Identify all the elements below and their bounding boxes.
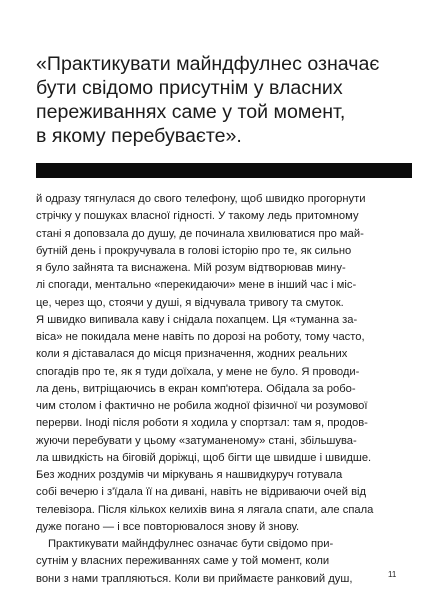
text-line: перерви. Іноді після роботи я ходила у спортзал: там я, продов-: [36, 417, 368, 430]
text-line: сутнім у власних переживаннях саме у той момент, коли: [36, 555, 330, 568]
text-line: лі спогади, ментально «перекидаючи» мене в інший час і міс-: [36, 279, 357, 292]
text-line: стані я доповзала до душу, де починала хвилюватися про май-: [36, 227, 364, 240]
text-line: віса» не покидала мене навіть по дорозі на роботу, тому часто,: [36, 331, 365, 343]
text-line: собі вечерю і з'їдала її на дивані, навіть не відриваючи очей від: [36, 486, 367, 499]
text-line: телевізора. Після кількох келихів вина я лягала спати, але спала: [36, 503, 374, 516]
body-text: [36, 191, 426, 588]
page-number: 11: [388, 570, 397, 579]
text-line: коли я діставалася до місця призначення, жодних реальних: [36, 348, 348, 361]
pull-quote: [36, 52, 416, 148]
paragraph-first-line: Практикувати майндфулнес означає бути свідомо при-: [48, 538, 334, 550]
text-line: стрічку у пошуках власної гідності. У такому ледь притомному: [36, 210, 359, 223]
text-line: Я швидко випивала каву і снідала похапцем. Ця «туманна за-: [36, 313, 358, 326]
text-line: це, через що, стоячи у душі, я відчувала тривогу та смуток.: [36, 296, 344, 309]
pull-quote-line: бути свідомо присутнім у власних: [36, 77, 343, 99]
pull-quote-line: переживаннях саме у той момент,: [36, 101, 346, 123]
text-line: Без жодних роздумів чи міркувань я нашвидкуруч готувала: [36, 469, 343, 481]
text-line: я було зайнята та виснажена. Мій розум відтворював мину-: [36, 262, 346, 274]
pull-quote-line: «Практикувати майндфулнес означає: [36, 53, 380, 75]
text-line: й одразу тягнулася до свого телефону, щоб швидко прогорнути: [36, 193, 366, 205]
text-line: бутній день і прокручувала в голові історію про те, як сильно: [36, 244, 352, 257]
decorative-black-bar: [36, 163, 412, 178]
text-line: дуже погано — і все повторювалося знову й знову.: [36, 520, 300, 533]
text-line: ла день, витріщаючись в екран комп'ютера. Обідала за робо-: [36, 382, 356, 395]
text-line: вони з нами трапляються. Коли ви приймаєте ранковий душ,: [36, 572, 353, 585]
text-line: чим столом і фактично не робила жодної фізичної чи розумової: [36, 400, 368, 412]
text-line: ла швидкість на біговій доріжці, щоб бігти ще швидше і швидше.: [36, 451, 372, 464]
text-line: спогадів про те, як я туди доїхала, у мене не було. Я проводи-: [36, 365, 360, 378]
pull-quote-line: в якому перебуваєте».: [36, 125, 242, 147]
text-line: жуючи перебувати у цьому «затуманеному» стані, збільшува-: [36, 434, 357, 447]
